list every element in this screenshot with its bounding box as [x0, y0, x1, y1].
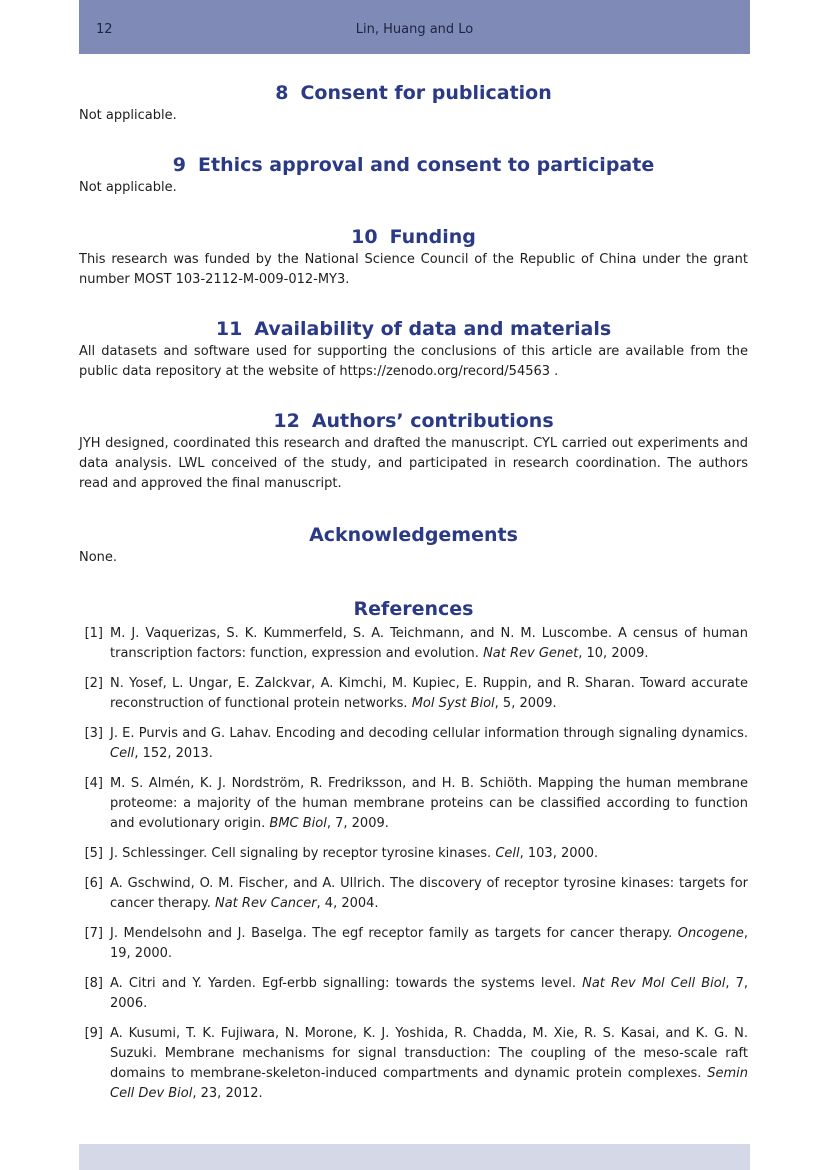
reference-label: [6] — [84, 876, 103, 891]
section-title-availability: 11 Availability of data and materials — [215, 318, 612, 340]
reference-label: [8] — [84, 976, 103, 991]
acknowledgements-title: Acknowledgements — [309, 524, 518, 546]
reference-item: [1] M. J. Vaquerizas, S. K. Kummerfeld, S. A. Teichmann, and N. M. Luscombe. A census of human transcription factors: function, expression and evolution. Nat Rev Genet, 10, 2009. — [79, 624, 748, 664]
reference-journal: Cell — [110, 746, 135, 761]
page-number: 12 — [96, 22, 113, 37]
reference-item: [4] M. S. Almén, K. J. Nordström, R. Fredriksson, and H. B. Schiöth. Mapping the human membrane proteome: a majority of the human membrane proteins can be classified according to function and evolutionary origin. BMC Biol, 7, 2009. — [79, 774, 748, 834]
reference-item: [2] N. Yosef, L. Ungar, E. Zalckvar, A. Kimchi, M. Kupiec, E. Ruppin, and R. Sharan. Toward accurate reconstruction of functional protein networks. Mol Syst Biol, 5, 2009. — [79, 674, 748, 714]
section-text-funding: This research was funded by the National Science Council of the Republic of China under the grant number MOST 103-2112-M-009-012-MY3. — [79, 252, 748, 287]
reference-item: [9] A. Kusumi, T. K. Fujiwara, N. Morone, K. J. Yoshida, R. Chadda, M. Xie, R. S. Kasai, and K. G. N. Suzuki. Membrane mechanisms for signal transduction: The coupling of the meso-scale raft domains to membrane-skeleton-induced compartments and dynamic protein complexes. Semin Cell Dev Biol, 23, 2012. — [79, 1024, 748, 1104]
section-title-ethics: 9 Ethics approval and consent to participate — [172, 154, 655, 176]
page-footer-bar — [79, 1144, 750, 1170]
reference-label: [2] — [84, 676, 103, 691]
page-header — [79, 0, 750, 54]
section-text-consent: Not applicable. — [79, 108, 177, 123]
page-content — [79, 78, 748, 1114]
reference-journal: Nat Rev Mol Cell Biol — [582, 976, 726, 991]
reference-label: [7] — [84, 926, 103, 941]
acknowledgements-text: None. — [79, 550, 118, 565]
reference-label: [4] — [84, 776, 103, 791]
reference-journal: Oncogene — [677, 926, 744, 941]
reference-journal: Semin Cell Dev Biol — [110, 1066, 748, 1101]
reference-item: [6] A. Gschwind, O. M. Fischer, and A. Ullrich. The discovery of receptor tyrosine kinases: targets for cancer therapy. Nat Rev Cancer, 4, 2004. — [79, 874, 748, 914]
reference-item: [3] J. E. Purvis and G. Lahav. Encoding and decoding cellular information through signaling dynamics. Cell, 152, 2013. — [79, 724, 748, 764]
reference-label: [5] — [84, 846, 103, 861]
reference-label: [3] — [84, 726, 103, 741]
section-text-ethics: Not applicable. — [79, 180, 177, 195]
reference-item: [8] A. Citri and Y. Yarden. Egf-erbb signalling: towards the systems level. Nat Rev Mol Cell Biol, 7, 2006. — [79, 974, 748, 1014]
references-title: References — [353, 598, 474, 620]
running-authors: Lin, Huang and Lo — [355, 22, 474, 37]
section-title-consent: 8 Consent for publication — [275, 82, 552, 104]
reference-list — [79, 624, 748, 1104]
reference-journal: BMC Biol — [269, 816, 327, 831]
section-title-funding: 10 Funding — [351, 226, 476, 248]
reference-journal: Cell — [495, 846, 520, 861]
reference-item: [5] J. Schlessinger. Cell signaling by receptor tyrosine kinases. Cell, 103, 2000. — [79, 844, 748, 864]
reference-journal: Mol Syst Biol — [411, 696, 495, 711]
reference-item: [7] J. Mendelsohn and J. Baselga. The egf receptor family as targets for cancer therapy. Oncogene, 19, 2000. — [79, 924, 748, 964]
section-text-availability: All datasets and software used for supporting the conclusions of this article are available from the public data repository at the website of https://zenodo.org/record/54563 . — [79, 344, 748, 379]
reference-journal: Nat Rev Genet — [483, 646, 579, 661]
reference-journal: Nat Rev Cancer — [214, 896, 317, 911]
reference-label: [1] — [84, 626, 103, 641]
reference-label: [9] — [84, 1026, 103, 1041]
section-title-contributions: 12 Authors’ contributions — [273, 410, 554, 432]
section-text-contributions: JYH designed, coordinated this research and drafted the manuscript. CYL carried out experiments and data analysis. LWL conceived of the study, and participated in research coordination. The authors read and approved the final manuscript. — [79, 436, 748, 491]
